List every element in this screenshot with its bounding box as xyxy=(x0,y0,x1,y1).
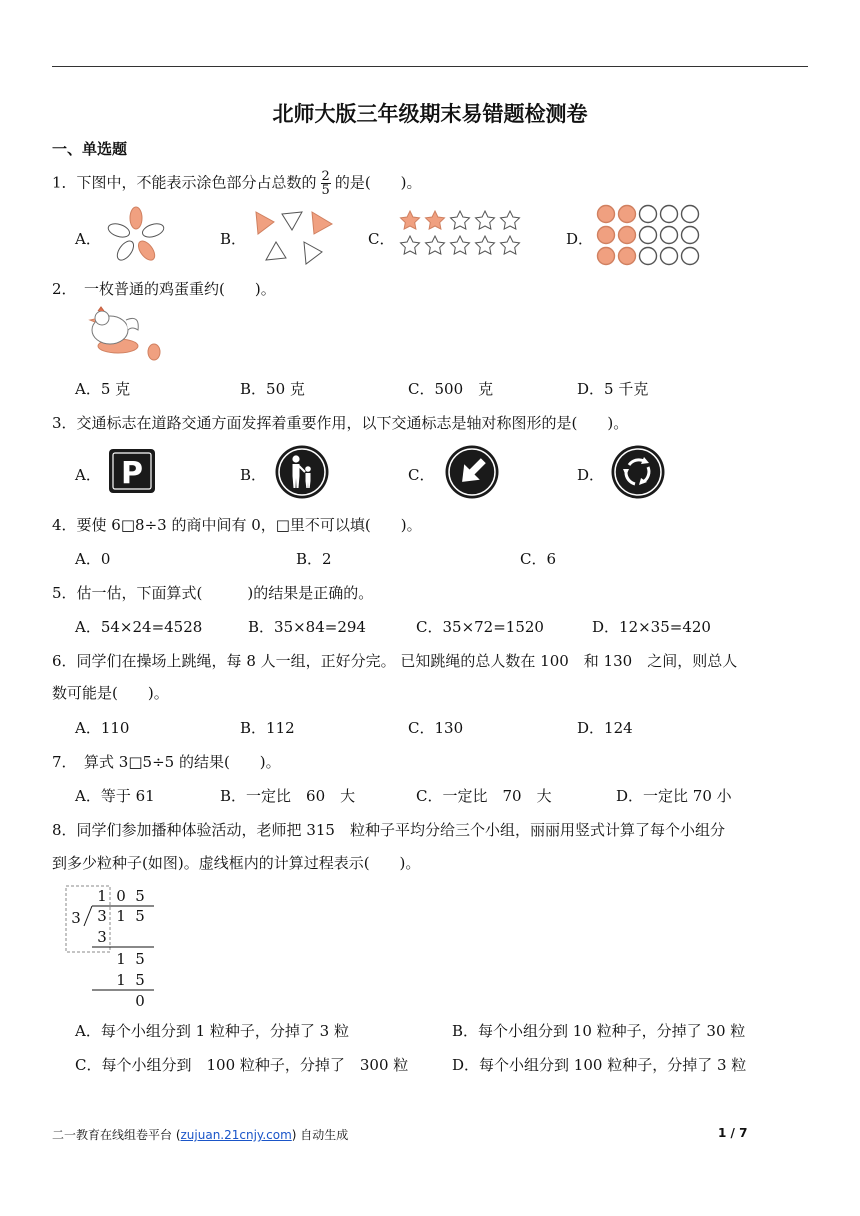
fraction-numerator: 2 xyxy=(321,169,330,184)
star xyxy=(426,236,445,254)
q1-option-a-label: A． xyxy=(75,230,101,248)
q6-option-d: D．124 xyxy=(577,719,633,737)
shaded-circle xyxy=(598,227,615,244)
circle xyxy=(682,206,699,223)
shaded-petal xyxy=(135,238,158,263)
q1-option-d-label: D． xyxy=(566,230,594,248)
circles-figure xyxy=(596,204,708,266)
q1-stem-pre: 1．下图中，不能表示涂色部分占总数的 xyxy=(52,173,317,192)
circle xyxy=(682,248,699,265)
q8-option-b: B．每个小组分到 10 粒种子，分掉了 30 粒 xyxy=(452,1022,746,1040)
q8-option-a: A．每个小组分到 1 粒种子，分掉了 3 粒 xyxy=(75,1022,349,1040)
fraction xyxy=(321,170,331,197)
step-digit: 1 xyxy=(116,971,126,989)
parking-sign-icon xyxy=(108,448,156,494)
q2-option-b: B．50 克 xyxy=(240,380,305,398)
sign-disc xyxy=(612,446,665,499)
quotient-digit: 5 xyxy=(135,887,145,905)
shaded-circle xyxy=(619,206,636,223)
star xyxy=(451,236,470,254)
step-digit: 5 xyxy=(135,971,145,989)
q7-option-d: D．一定比 70 小 xyxy=(616,787,732,805)
q1-stem-post: 的是( )。 xyxy=(334,173,422,192)
question-1-stem xyxy=(52,170,422,197)
shaded-triangle xyxy=(256,212,274,234)
q1-option-c-label: C． xyxy=(368,230,395,248)
sign-disc xyxy=(276,446,329,499)
triangle xyxy=(282,212,302,230)
page-number: 1 / 7 xyxy=(718,1126,748,1140)
q7-option-c: C．一定比 70 大 xyxy=(416,787,552,805)
question-6-stem-line1: 6．同学们在操场上跳绳，每 8 人一组，正好分完。 已知跳绳的总人数在 100 和 130 之间，则总人 xyxy=(52,652,738,670)
remainder: 0 xyxy=(135,992,145,1010)
q6-option-c: C．130 xyxy=(408,719,464,737)
header-rule xyxy=(52,66,808,67)
q4-option-c: C．6 xyxy=(520,550,557,568)
fraction-denominator: 5 xyxy=(321,183,330,198)
q5-option-d: D．12×35=420 xyxy=(592,618,711,636)
long-division-figure xyxy=(62,884,162,1012)
shaded-triangle xyxy=(312,212,332,234)
adult-head xyxy=(292,455,299,462)
question-3-stem: 3．交通标志在道路交通方面发挥着重要作用，以下交通标志是轴对称图形的是( )。 xyxy=(52,414,629,432)
hen-beak xyxy=(90,319,95,322)
star xyxy=(451,211,470,229)
star xyxy=(401,236,420,254)
circle xyxy=(640,206,657,223)
section-heading: 一、单选题 xyxy=(52,140,128,158)
step-digit: 5 xyxy=(135,950,145,968)
first-product: 3 xyxy=(97,928,107,946)
q3-option-d-label: D． xyxy=(577,466,605,484)
q1-option-b-label: B． xyxy=(220,230,247,248)
triangle xyxy=(304,242,322,264)
q6-option-b: B．112 xyxy=(240,719,295,737)
division-bracket xyxy=(84,906,92,926)
hen-tail xyxy=(126,318,138,330)
question-6-stem-line2: 数可能是( )。 xyxy=(52,684,169,702)
petal xyxy=(141,221,166,239)
quotient-digit: 1 xyxy=(97,887,107,905)
pedestrian-sign-icon xyxy=(274,444,330,500)
footer-text: ) 自动生成 xyxy=(291,1128,349,1142)
shaded-circle xyxy=(619,248,636,265)
star xyxy=(476,211,495,229)
q8-option-d: D．每个小组分到 100 粒种子，分掉了 3 粒 xyxy=(452,1056,747,1074)
q3-option-b-label: B． xyxy=(240,466,267,484)
triangles-figure xyxy=(252,208,336,266)
shaded-star xyxy=(401,211,420,229)
q6-option-a: A．110 xyxy=(75,719,130,737)
q5-option-b: B．35×84=294 xyxy=(248,618,366,636)
petal xyxy=(114,238,137,263)
shaded-circle xyxy=(619,227,636,244)
circle xyxy=(682,227,699,244)
question-8-stem-line1: 8．同学们参加播种体验活动，老师把 315 粒种子平均分给三个小组，丽丽用竖式计算了每个小组分 xyxy=(52,821,725,839)
divisor: 3 xyxy=(71,909,81,927)
star xyxy=(476,236,495,254)
shaded-star xyxy=(426,211,445,229)
q2-option-c: C．500 克 xyxy=(408,380,494,398)
footer-link[interactable]: zujuan.21cnjy.com xyxy=(180,1128,292,1142)
keep-right-sign-icon xyxy=(444,444,500,500)
child-head xyxy=(305,466,311,472)
star xyxy=(501,236,520,254)
question-8-stem-line2: 到多少粒种子(如图)。虚线框内的计算过程表示( )。 xyxy=(52,854,421,872)
triangle xyxy=(266,242,286,260)
q8-option-c: C．每个小组分到 100 粒种子，分掉了 300 粒 xyxy=(75,1056,409,1074)
shaded-circle xyxy=(598,206,615,223)
hen-comb xyxy=(98,307,104,311)
stars-figure xyxy=(398,208,524,260)
petal-flower-figure xyxy=(104,206,168,266)
shaded-petal xyxy=(130,207,142,229)
shaded-circle xyxy=(598,248,615,265)
question-7-stem: 7． 算式 3□5÷5 的结果( )。 xyxy=(52,753,281,771)
q7-option-a: A．等于 61 xyxy=(75,787,155,805)
q4-option-b: B．2 xyxy=(296,550,332,568)
petal xyxy=(107,221,132,239)
quotient-digit: 0 xyxy=(116,887,126,905)
dividend-digit: 5 xyxy=(135,907,145,925)
question-4-stem: 4．要使 6□8÷3 的商中间有 0，□里不可以填( )。 xyxy=(52,516,422,534)
q2-option-d: D．5 千克 xyxy=(577,380,649,398)
q3-option-a-label: A． xyxy=(75,466,101,484)
q5-option-c: C．35×72=1520 xyxy=(416,618,544,636)
q3-option-c-label: C． xyxy=(408,466,435,484)
hen-head xyxy=(95,311,109,325)
circle xyxy=(661,248,678,265)
dividend-digit: 3 xyxy=(97,907,107,925)
circle xyxy=(661,227,678,244)
question-2-stem: 2． 一枚普通的鸡蛋重约( )。 xyxy=(52,280,276,298)
circle xyxy=(640,248,657,265)
circle xyxy=(640,227,657,244)
footer-source xyxy=(52,1126,348,1143)
roundabout-sign-icon xyxy=(610,444,666,500)
q5-option-a: A．54×24=4528 xyxy=(75,618,203,636)
hen-and-egg-image xyxy=(74,306,164,364)
q7-option-b: B．一定比 60 大 xyxy=(220,787,356,805)
q2-option-a: A．5 克 xyxy=(75,380,131,398)
dividend-digit: 1 xyxy=(116,907,126,925)
step-digit: 1 xyxy=(116,950,126,968)
q4-option-a: A．0 xyxy=(75,550,111,568)
star xyxy=(501,211,520,229)
parking-sign-letter: P xyxy=(121,456,143,491)
egg-icon xyxy=(148,344,160,360)
circle xyxy=(661,206,678,223)
footer-text: 二一教育在线组卷平台 ( xyxy=(52,1128,181,1142)
question-5-stem: 5．估一估，下面算式( )的结果是正确的。 xyxy=(52,584,374,602)
page-title: 北师大版三年级期末易错题检测卷 xyxy=(272,102,588,126)
